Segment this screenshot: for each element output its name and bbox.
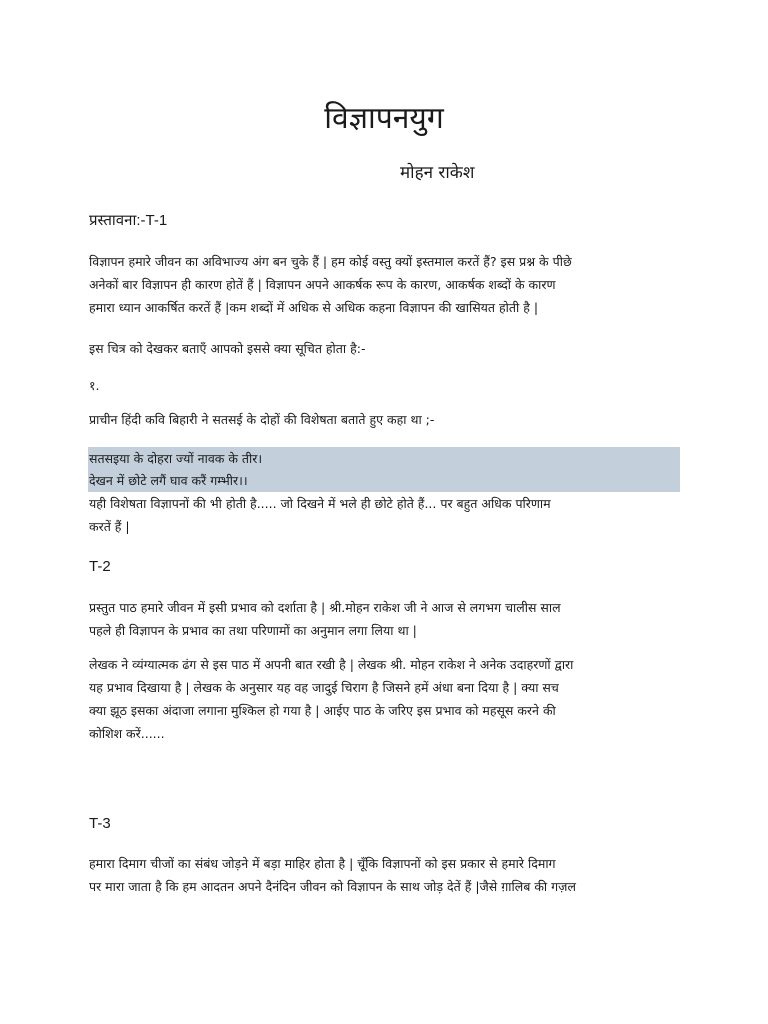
doha-highlight bbox=[88, 447, 680, 492]
author-name: मोहन राकेश bbox=[400, 163, 475, 183]
text-line: पहले ही विज्ञापन के प्रभाव का तथा परिणामों का अनुमान लगा लिया था | bbox=[89, 623, 417, 638]
text-line: लेखक ने व्यंग्यात्मक ढंग से इस पाठ में अपनी बात रखी है | लेखक श्री. मोहन राकेश ने अनेक उदाहरणों द्वारा bbox=[89, 657, 574, 672]
question-text: इस चित्र को देखकर बताएँ आपको इससे क्या सूचित होता है:- bbox=[89, 341, 366, 356]
section-heading-intro: प्रस्तावना:-T-1 bbox=[89, 212, 168, 229]
number-label: १. bbox=[89, 378, 100, 393]
text-line: करतें हैं | bbox=[89, 519, 130, 534]
text-line: पर मारा जाता है कि हम आदतन अपने दैनंदिन जीवन को विज्ञापन के साथ जोड़ देतें हैं |जैसे ग़ालिब की गज़ल bbox=[89, 879, 576, 894]
doha-line: देखन में छोटे लगैं घाव करैं गम्भीर।। bbox=[89, 473, 248, 488]
doha-line: सतसइया के दोहरा ज्यों नावक के तीर। bbox=[89, 451, 263, 466]
text-line: यही विशेषता विज्ञापनों की भी होती है..... जो दिखने में भले ही छोटे होते हैं... पर बहुत अधिक परिणाम bbox=[89, 496, 551, 511]
section-heading-t3: T-3 bbox=[89, 815, 111, 832]
t2-paragraph-2 bbox=[89, 653, 689, 745]
text-line: हमारा ध्यान आकर्षित करतें हैं |कम शब्दों में अधिक से अधिक कहना विज्ञापन की खासियत होती है | bbox=[89, 300, 539, 315]
text-line: कोशिश करें...... bbox=[89, 726, 165, 741]
section-heading-t2: T-2 bbox=[89, 558, 111, 575]
document-title: विज्ञापनयुग bbox=[324, 101, 444, 136]
intro-paragraph bbox=[89, 250, 689, 319]
text-line: अनेकों बार विज्ञापन ही कारण होतें हैं | विज्ञापन अपने आकर्षक रूप के कारण, आकर्षक शब्दों के कारण bbox=[89, 277, 556, 292]
text-line: प्रस्तुत पाठ हमारे जीवन में इसी प्रभाव को दर्शाता है | श्री.मोहन राकेश जी ने आज से लगभग चालीस साल bbox=[89, 600, 561, 615]
text-line: यह प्रभाव दिखाया है | लेखक के अनुसार यह वह जादुई चिराग है जिसने हमें अंधा बना दिया है | क्या सच bbox=[89, 680, 559, 695]
t2-paragraph-1 bbox=[89, 596, 689, 642]
doha-paragraph bbox=[89, 492, 689, 538]
text-line: क्या झूठ इसका अंदाजा लगाना मुश्किल हो गया है | आईए पाठ के जरिए इस प्रभाव को महसूस करने की bbox=[89, 703, 556, 718]
text-line: विज्ञापन हमारे जीवन का अविभाज्य अंग बन चुके हैं | हम कोई वस्तु क्यों इस्तमाल करतें हैं? इस प्रश्न के पीछे bbox=[89, 254, 572, 269]
t3-paragraph bbox=[89, 852, 689, 898]
text-line: हमारा दिमाग चीजों का संबंध जोड़ने में बड़ा माहिर होता है | चूँकि विज्ञापनों को इस प्रकार से हमारे दिमाग bbox=[89, 856, 556, 871]
bihari-intro-text: प्राचीन हिंदी कवि बिहारी ने सतसई के दोहों की विशेषता बताते हुए कहा था ;- bbox=[89, 412, 435, 427]
